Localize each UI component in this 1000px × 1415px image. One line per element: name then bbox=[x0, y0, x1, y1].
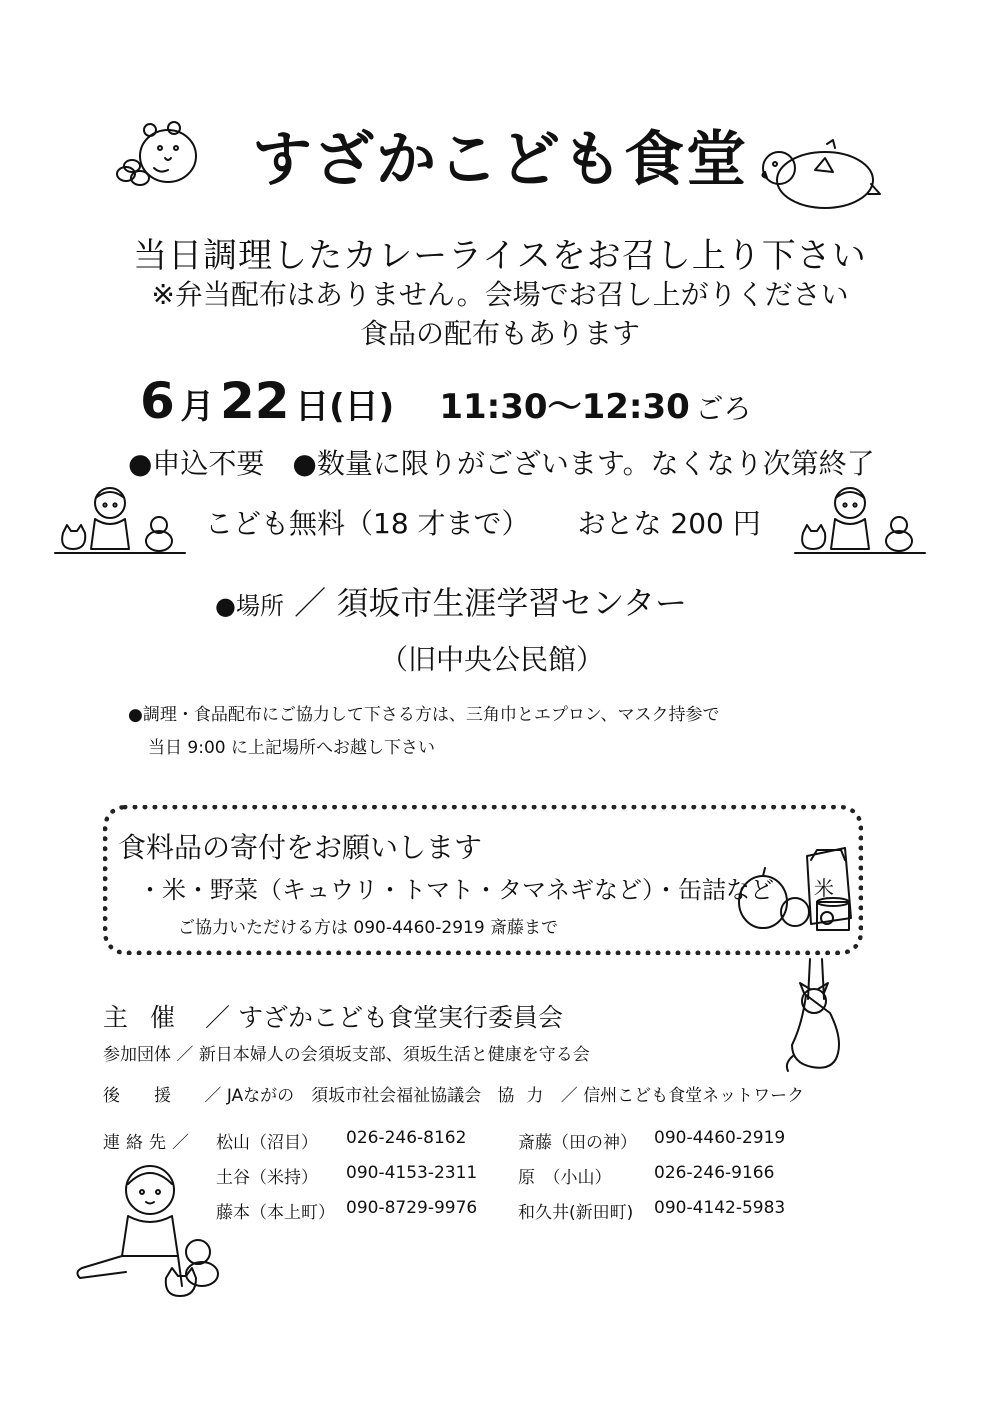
organizer-line bbox=[103, 998, 563, 1034]
contact-name: 藤本（本上町） bbox=[216, 1203, 335, 1223]
contact-phone: 026-246-8162 bbox=[346, 1128, 467, 1148]
date-month-unit: 月 bbox=[180, 387, 215, 427]
participants-names: 新日本婦人の会須坂支部、須坂生活と健康を守る会 bbox=[198, 1045, 590, 1065]
cooperation-label: 協力 bbox=[497, 1086, 556, 1106]
donation-heading: 食料品の寄付をお願いします bbox=[118, 831, 483, 864]
sponsors-label: 後援 bbox=[103, 1086, 205, 1106]
cat-climbing-icon bbox=[780, 955, 850, 1075]
contact-phone: 090-4460-2919 bbox=[654, 1128, 786, 1148]
date-month-number: 6 bbox=[140, 372, 175, 430]
registration-notice: ●申込不要 ●数量に限りがございます。なくなり次第終了 bbox=[128, 447, 875, 480]
organizer-label: 主催 bbox=[103, 1003, 198, 1032]
contact-name: 土谷（米持） bbox=[216, 1168, 318, 1188]
contact-phone: 090-4142-5983 bbox=[654, 1198, 786, 1218]
price-line bbox=[205, 502, 761, 542]
date-day-unit: 日 bbox=[295, 387, 330, 427]
participants-label: 参加団体 bbox=[103, 1045, 171, 1065]
venue-separator: ／ bbox=[294, 584, 327, 622]
contact-phone: 090-4153-2311 bbox=[346, 1163, 478, 1183]
participants-line bbox=[103, 1040, 590, 1065]
contact-name: 和久井(新田町) bbox=[518, 1203, 634, 1223]
intro-line-food-distribution: 食品の配布もあります bbox=[359, 317, 640, 350]
date-day-number: 22 bbox=[219, 372, 290, 430]
contact-row bbox=[103, 1163, 785, 1198]
venue-line bbox=[215, 578, 687, 624]
organizer-separator: ／ bbox=[204, 1003, 230, 1032]
cooperation-separator: ／ bbox=[560, 1086, 578, 1106]
event-time-approx: ごろ bbox=[695, 392, 752, 425]
intro-line-no-bento: ※弁当配布はありません。会場でお召し上がりください bbox=[151, 278, 849, 311]
volunteer-note-line1: ●調理・食品配布にご協力して下さる方は、三角巾とエプロン、マスク持参で bbox=[128, 705, 720, 725]
contacts-separator: ／ bbox=[172, 1133, 195, 1153]
price-children: こども無料（18 才まで） bbox=[205, 507, 530, 540]
sponsors-names: JAながの 須坂市社会福祉協議会 bbox=[226, 1086, 482, 1106]
cooperation-name: 信州こども食堂ネットワーク bbox=[583, 1086, 805, 1106]
contacts-label: 連絡先／ bbox=[103, 1133, 195, 1153]
contact-phone: 026-246-9166 bbox=[654, 1163, 775, 1183]
sponsors-separator: ／ bbox=[204, 1086, 222, 1106]
date-weekday: (日) bbox=[329, 387, 395, 427]
venue-label: ●場所 bbox=[215, 592, 284, 620]
participants-separator: ／ bbox=[176, 1045, 194, 1065]
contact-row bbox=[103, 1128, 785, 1163]
children-with-cat-icon bbox=[55, 485, 185, 560]
page-title: すざかこども食堂 bbox=[252, 125, 748, 195]
venue-name: 須坂市生涯学習センター bbox=[336, 584, 688, 622]
contact-phone: 090-8729-9976 bbox=[346, 1198, 478, 1218]
contact-row bbox=[103, 1198, 785, 1233]
event-time: 11:30～12:30 bbox=[439, 387, 690, 427]
price-adults: おとな 200 円 bbox=[577, 507, 761, 540]
organizer-name: すざかこども食堂実行委員会 bbox=[237, 1003, 563, 1032]
rice-bag-label: 米 bbox=[814, 876, 834, 900]
sponsors-line bbox=[103, 1081, 804, 1106]
contact-name: 原 （小山） bbox=[518, 1168, 612, 1188]
event-date bbox=[140, 372, 751, 430]
intro-line-curry: 当日調理したカレーライスをお召し上り下さい bbox=[133, 236, 867, 276]
volunteer-note-line2: 当日 9:00 に上記場所へお越し下さい bbox=[148, 738, 435, 758]
contact-name: 松山（沼目） bbox=[216, 1133, 318, 1153]
venue-former-name: （旧中央公民館） bbox=[380, 643, 605, 676]
contacts-table bbox=[103, 1128, 785, 1233]
contacts-section bbox=[103, 1128, 785, 1233]
children-with-cat-icon bbox=[795, 485, 925, 560]
donation-contact: ご協力いただける方は 090-4460-2919 斎藤まで bbox=[178, 918, 559, 938]
donation-items: ・米・野菜（キュウリ・トマト・タマネギなど）・缶詰など bbox=[138, 876, 774, 904]
contact-name: 斎藤（田の神） bbox=[518, 1133, 637, 1153]
